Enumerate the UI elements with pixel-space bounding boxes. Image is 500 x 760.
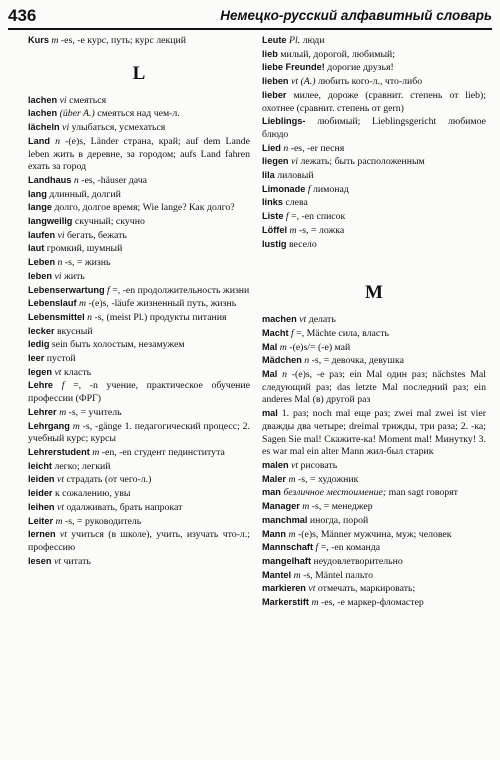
entry-definition: -es, -e курс, путь; курс лекций [58,35,186,46]
entry-definition: -s, = жизнь [62,257,111,269]
entry-grammar: безличное местоимение; [283,487,387,499]
entry-headword: lernen [28,529,56,540]
dictionary-entry [28,555,250,569]
entry-headword: leiden [28,474,55,485]
dictionary-entry [28,311,250,325]
dictionary-entry [262,210,486,224]
entry-headword: lächeln [28,122,60,133]
entry-grammar: Pl. [288,35,301,46]
entry-definition: любить кого-л., что-либо [315,76,423,88]
entry-grammar: m [288,473,296,485]
entry-definition: жить [61,270,85,282]
entry-headword: liebe Freunde! [262,62,325,73]
entry-definition: man sagt говорят [386,487,458,499]
entry-headword: Mal [262,369,278,380]
entry-grammar: vt [59,529,67,541]
entry-grammar: vt [54,366,62,378]
dictionary-entry [262,142,486,156]
dictionary-entry [28,473,250,487]
dictionary-entry [262,48,486,62]
entry-grammar: m [289,224,297,236]
entry-definition: скучный; скучно [72,216,145,228]
entry-headword: Lebenserwartung [28,284,105,295]
entry-grammar: n [304,355,310,367]
entry-definition: -s, -gänge 1. педагогический процесс; 2. учебный курс; курсы [28,420,250,445]
entry-definition: улыбаться, усмехаться [69,122,166,134]
entry-headword: langweilig [28,216,73,227]
dictionary-entry [262,368,486,407]
entry-definition: -s, (meist Pl.) продукты питания [92,311,227,323]
entry-headword: lila [262,170,275,181]
dictionary-entry [262,196,486,210]
entry-headword: malen [262,459,289,470]
entry-headword: lachen [28,94,58,105]
entry-headword: Landhaus [28,174,72,185]
entry-headword: ledig [28,339,50,350]
entry-headword: Macht [262,327,289,338]
entry-headword: Leben [28,257,56,268]
entry-grammar: m [59,406,67,418]
entry-definition: -(e)s, -e раз; ein Mal один раз; nächstes Mal следующий раз; das letzte Mal последний раз; ein anderes Mal (в) другой раз [262,369,486,406]
entry-headword: Markerstift [262,597,309,608]
dictionary-entry [28,379,250,405]
dictionary-entry [262,327,486,341]
dictionary-entry [262,555,486,569]
entry-headword: leihen [28,501,55,512]
entry-headword: Lehrer [28,406,57,417]
entry-grammar: m [55,515,63,527]
dictionary-entry [262,238,486,252]
entry-definition: неудовлетворительно [311,555,403,567]
dictionary-entry [28,188,250,202]
left-entries [28,94,250,569]
dictionary-entry [28,270,250,284]
entry-headword: Lebensmittel [28,311,85,322]
entry-headword: Limonade [262,183,306,194]
entry-headword: Leiter [28,515,54,526]
dictionary-entry [262,596,486,610]
entry-definition: -s, = руководитель [62,515,142,527]
entry-grammar: (über A.) [59,108,95,120]
right-column [262,34,486,610]
entry-definition: -(e)s, Männer мужчина, муж; человек [295,528,452,540]
entry-headword: liegen [262,156,289,167]
entry-definition: -(e)s/= (-e) май [286,341,351,353]
dictionary-entry [28,107,250,121]
entry-definition: люди [300,35,325,46]
entry-definition: делать [306,314,336,326]
dictionary-entry [28,256,250,270]
dictionary-entry [28,446,250,460]
left-column [28,34,250,568]
entry-grammar: vt [53,555,62,567]
dictionary-entry [262,500,486,514]
entry-definition: =, -en список [288,211,346,223]
entry-grammar: f [307,183,311,195]
entry-headword: laufen [28,229,56,240]
dictionary-entry [28,242,250,256]
entry-grammar: vt [57,474,65,486]
entry-definition: дорогие друзья! [324,62,394,74]
entry-definition: одалживать, брать напрокат [64,501,183,513]
dictionary-entry [28,297,250,311]
entry-headword: Lebenslauf [28,298,77,309]
entry-grammar: vt [299,314,307,326]
dictionary-entry [262,169,486,183]
entry-headword: machen [262,314,297,325]
entry-definition: -(e)s, Länder страна, край; auf dem Lande leben жить в деревне, за городом; aufs Land fahren ехать за город [28,135,250,173]
entry-grammar: f [61,380,65,392]
entry-definition: любимый; Lieblingsgericht любимое блюдо [262,116,486,140]
entry-definition: читать [61,555,91,567]
entry-grammar: m [302,501,310,513]
dictionary-entry [262,486,486,500]
entry-headword: man [262,487,281,498]
entry-definition: долго, долгое время; Wie lange? Как долго? [52,202,235,214]
entry-definition: sein быть холостым, незамужем [49,339,185,351]
dictionary-entry [262,569,486,583]
entry-grammar: n [57,257,63,269]
entry-headword: Lied [262,142,281,153]
entry-headword: Mannschaft [262,542,314,553]
entry-definition: =, -en продолжительность жизни [109,284,250,296]
entry-grammar: vt [291,459,299,471]
dictionary-entry [28,515,250,529]
entry-headword: leer [28,353,45,364]
entry-grammar: m [51,35,59,46]
entry-definition: -s, = ложка [296,224,345,236]
dictionary-entry [28,284,250,298]
entry-definition: -s, = художник [295,473,359,485]
entry-grammar: f [291,327,294,339]
entry-headword: mangelhaft [262,555,312,566]
entry-definition: длинный, долгий [46,188,121,200]
entry-headword: Kurs [28,35,49,45]
dictionary-entry [28,406,250,420]
left-top-entries [28,34,250,48]
entry-grammar: vi [59,94,67,106]
dictionary-entry [262,341,486,355]
entry-grammar: n [73,174,79,186]
entry-definition: -s, = девочка, девушка [309,355,404,367]
entry-definition: =, Mächte сила, власть [293,327,389,339]
page-header [8,6,492,30]
entry-definition: -s, = учитель [66,406,122,418]
dictionary-entry [28,325,250,339]
entry-definition: смеяться над чем-л. [94,108,180,120]
entry-headword: Manager [262,501,300,512]
entry-definition: класть [61,366,92,378]
entry-definition: 1. раз; noch mal еще раз; zwei mal zwei ist vier дважды два четыре; dreimal трижды, три раза; 2. -ка; Sagen Sie mal! Скажите-ка! Moment mal! Минутку! 3. es war mal ein alter Mann жил-был старик [262,408,486,458]
entry-headword: Löffel [262,224,288,235]
entry-grammar: n [283,142,289,154]
entry-headword: lange [28,202,52,213]
entry-definition: -es, -e маркер-фломастер [318,597,424,609]
entry-headword: Mantel [262,569,292,580]
entry-grammar: m [78,298,87,310]
entry-headword: legen [28,366,52,377]
entry-headword: lesen [28,555,52,566]
entry-grammar: n [282,369,287,381]
entry-grammar: vi [57,229,65,241]
entry-definition: -(e)s, -läufe жизненный путь, жизнь [86,298,237,310]
dictionary-entry [28,352,250,366]
entry-grammar: f [285,211,289,223]
entry-definition: лежать; быть расположенным [298,156,425,168]
dictionary-entry [262,582,486,596]
dictionary-entry [262,541,486,555]
entry-definition: страдать (от чего-л.) [64,474,152,486]
dictionary-entry [28,94,250,108]
entry-definition: бегать, бежать [64,229,127,241]
entry-grammar: vi [291,156,299,168]
entry-definition: иногда, порой [307,514,369,526]
entry-grammar: vi [54,270,62,282]
section-letter-m: M [365,282,383,304]
entry-headword: lustig [262,238,287,249]
entry-headword: lieber [262,89,287,100]
entry-definition: милый, дорогой, любимый; [277,48,396,60]
dictionary-entry [262,528,486,542]
entry-definition: -es, -häuser дача [78,174,148,186]
entry-definition: =, -n учение, практическое обучение профессии (ФРГ) [28,380,251,405]
entry-grammar: vt (A.) [291,76,316,88]
entry-grammar: m [92,446,100,458]
entry-definition: слева [282,197,308,209]
entry-grammar: f [107,284,110,296]
dictionary-entry [262,473,486,487]
entry-headword: links [262,197,283,208]
entry-definition: смеяться [66,94,107,106]
entry-definition: милее, дороже (сравнит. степень от lieb); охотнее (сравнит. степень от gern) [262,89,486,114]
entry-grammar: m [293,569,301,581]
entry-headword: leben [28,270,52,281]
dictionary-entry [262,75,486,89]
entry-definition: -s, Mäntel пальто [300,569,373,581]
entry-headword: Mal [262,341,278,352]
entry-definition: к сожалению, увы [52,488,131,500]
entry-grammar: m [72,420,80,432]
entry-headword: Maler [262,473,287,484]
dictionary-entry [28,366,250,380]
entry-headword: mal [262,408,278,419]
dictionary-entry [28,528,250,554]
entry-headword: lieben [262,76,289,87]
entry-definition: вкусный [54,325,93,337]
entry-definition: -es, -er песня [288,142,345,154]
dictionary-entry [28,487,250,501]
entry-definition: рисовать [298,459,338,471]
dictionary-entry [28,501,250,515]
dictionary-entry [262,407,486,459]
entry-grammar: n [87,311,93,323]
page-number: 436 [8,6,37,25]
entry-headword: Mädchen [262,355,302,366]
entry-definition: весело [286,238,317,250]
dictionary-entry [262,313,486,327]
dictionary-entry [262,155,486,169]
entry-headword: Lehre [28,380,54,391]
entry-grammar: m [311,597,319,609]
entry-definition: -s, = менеджер [309,501,373,513]
dictionary-entry [262,224,486,238]
entry-definition: лиловый [274,170,314,182]
dictionary-entry [262,354,486,368]
dictionary-entry [262,115,486,141]
entry-definition: =, -en команда [318,542,381,554]
entry-definition: отмечать, маркировать; [315,583,416,595]
dictionary-entry [28,201,250,215]
entry-headword: manchmal [262,514,308,525]
dictionary-entry [28,229,250,243]
entry-definition: лимонад [310,183,349,195]
entry-headword: Lehrerstudent [28,446,90,457]
entry-headword: markieren [262,583,306,594]
dictionary-entry [262,61,486,75]
entry-headword: Land [28,135,50,146]
dictionary-entry [28,420,250,446]
entry-grammar: m [279,341,287,353]
entry-grammar: m [288,528,296,540]
dictionary-entry [28,338,250,352]
running-head: Немецко-русский алфавитный словарь [220,8,492,23]
right-entries [262,313,486,609]
entry-definition: учиться (в школе), учить, изучать что-л.; профессию [28,529,250,553]
dictionary-entry [262,183,486,197]
section-letter-l: L [132,62,146,84]
entry-headword: lang [28,188,47,199]
entry-definition: пустой [44,353,76,365]
dictionary-entry [28,135,250,174]
entry-grammar: n [55,135,60,147]
dictionary-entry [28,174,250,188]
entry-definition: легко; легкий [52,460,111,472]
right-top-entries [262,34,486,251]
entry-definition: громкий, шумный [44,243,123,255]
dictionary-entry [28,215,250,229]
entry-grammar: vi [62,122,70,134]
entry-headword: leider [28,488,53,499]
entry-grammar: f [315,542,319,554]
entry-definition: -en, -en студент пединститута [99,446,225,458]
entry-grammar: vt [308,583,316,595]
entry-headword: leicht [28,460,52,471]
entry-headword: lachen [28,108,58,119]
entry-headword: lieb [262,48,278,59]
dictionary-entry [262,89,486,115]
dictionary-entry [262,459,486,473]
entry-headword: Liste [262,211,284,222]
entry-headword: Lehrgang [28,420,70,431]
dictionary-entry [28,34,250,48]
dictionary-entry [28,460,250,474]
entry-headword: Mann [262,528,286,539]
entry-headword: Lieblings- [262,116,306,127]
dictionary-entry [262,34,486,48]
entry-grammar: vt [57,501,65,513]
entry-headword: Leute [262,35,287,45]
entry-headword: laut [28,243,45,254]
entry-headword: lecker [28,325,55,336]
dictionary-entry [262,514,486,528]
dictionary-entry [28,121,250,135]
